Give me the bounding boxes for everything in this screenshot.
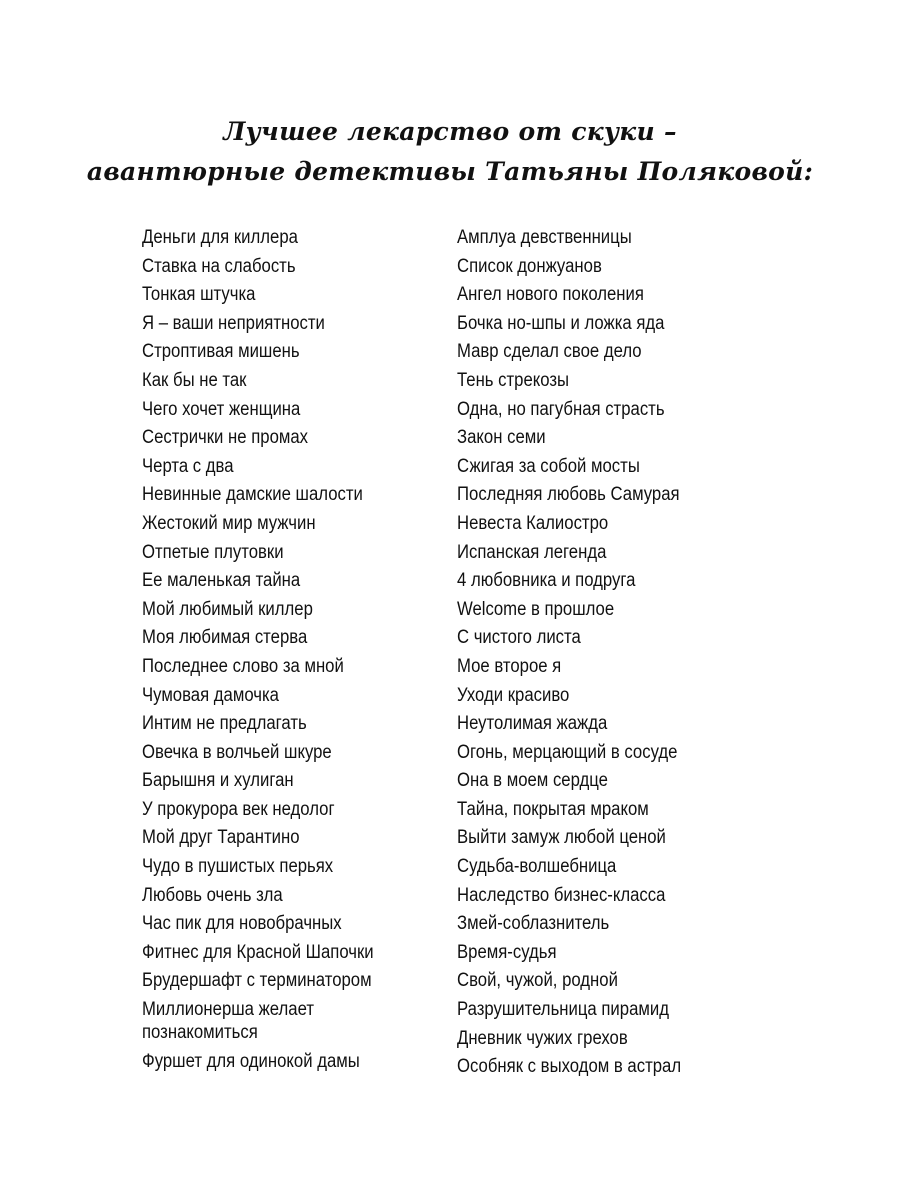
book-title: Интим не предлагать — [142, 713, 307, 735]
book-title: Невеста Калиостро — [457, 512, 609, 534]
book-title: Жестокий мир мужчин — [142, 512, 316, 534]
book-title: Чего хочет женщина — [142, 398, 301, 420]
titles-list-right — [457, 226, 757, 1084]
book-title: Брудершафт с терминатором — [142, 970, 372, 992]
book-title: Любовь очень зла — [142, 884, 283, 906]
book-title: Мавр сделал свое дело — [457, 341, 642, 363]
book-title: Бочка но-шпы и ложка яда — [457, 312, 665, 334]
book-title: Барышня и хулиган — [142, 770, 294, 792]
book-title: Одна, но пагубная страсть — [457, 398, 665, 420]
book-title: Чудо в пушистых перьях — [142, 856, 334, 878]
book-title: Как бы не так — [142, 369, 247, 391]
page-heading — [0, 112, 900, 192]
book-title: Овечка в волчьей шкуре — [142, 741, 332, 763]
book-title: Я – ваши неприятности — [142, 312, 325, 334]
book-title: Она в моем сердце — [457, 770, 608, 792]
book-title: Моя любимая стерва — [142, 627, 308, 649]
book-title: Разрушительница пирамид — [457, 999, 669, 1021]
book-title: Ангел нового поколения — [457, 284, 644, 306]
book-title: Свой, чужой, родной — [457, 970, 618, 992]
book-title: Welcome в прошлое — [457, 598, 615, 620]
titles-list-left — [142, 226, 432, 1078]
book-title: Наследство бизнес-класса — [457, 884, 666, 906]
book-title: Чумовая дамочка — [142, 684, 279, 706]
heading-line-2: авантюрные детективы Татьяны Поляковой: — [86, 157, 814, 186]
book-title: 4 любовника и подруга — [457, 570, 636, 592]
book-title: Амплуа девственницы — [457, 227, 632, 248]
book-title: У прокурора век недолог — [142, 798, 335, 820]
book-title: Миллионерша желает познакомиться — [142, 999, 314, 1044]
book-title: Невинные дамские шалости — [142, 484, 363, 506]
book-title: Отпетые плутовки — [142, 541, 284, 563]
book-title: Список донжуанов — [457, 255, 602, 277]
book-title: Испанская легенда — [457, 541, 607, 563]
book-title: Строптивая мишень — [142, 341, 300, 363]
book-title: Огонь, мерцающий в сосуде — [457, 741, 678, 763]
book-title: Ставка на слабость — [142, 255, 296, 277]
book-title: Ее маленькая тайна — [142, 570, 301, 592]
heading-line-1: Лучшее лекарство от скуки – — [223, 117, 677, 146]
book-title: Сжигая за собой мосты — [457, 455, 640, 477]
book-title: Тайна, покрытая мраком — [457, 798, 649, 820]
book-title: Час пик для новобрачных — [142, 913, 342, 935]
book-title: Черта с два — [142, 455, 234, 477]
book-title: Неутолимая жажда — [457, 713, 608, 735]
book-title: С чистого листа — [457, 627, 581, 649]
book-title: Мой любимый киллер — [142, 598, 313, 620]
book-title: Сестрички не промах — [142, 427, 309, 449]
book-title: Последнее слово за мной — [142, 655, 344, 677]
book-title: Змей-соблазнитель — [457, 913, 610, 935]
book-title: Время-судья — [457, 941, 557, 963]
book-title: Уходи красиво — [457, 684, 570, 706]
book-title: Особняк с выходом в астрал — [457, 1056, 682, 1078]
book-title: Тень стрекозы — [457, 369, 570, 391]
book-title: Закон семи — [457, 427, 546, 449]
book-title: Мой друг Тарантино — [142, 827, 300, 849]
book-title: Дневник чужих грехов — [457, 1027, 628, 1049]
book-title: Последняя любовь Самурая — [457, 484, 680, 506]
book-title: Фитнес для Красной Шапочки — [142, 941, 374, 963]
book-title: Мое второе я — [457, 655, 562, 677]
book-title: Тонкая штучка — [142, 284, 256, 306]
book-title: Судьба-волшебница — [457, 856, 617, 878]
book-title: Деньги для киллера — [142, 227, 298, 248]
book-title: Фуршет для одинокой дамы — [142, 1050, 360, 1072]
book-title: Выйти замуж любой ценой — [457, 827, 666, 849]
